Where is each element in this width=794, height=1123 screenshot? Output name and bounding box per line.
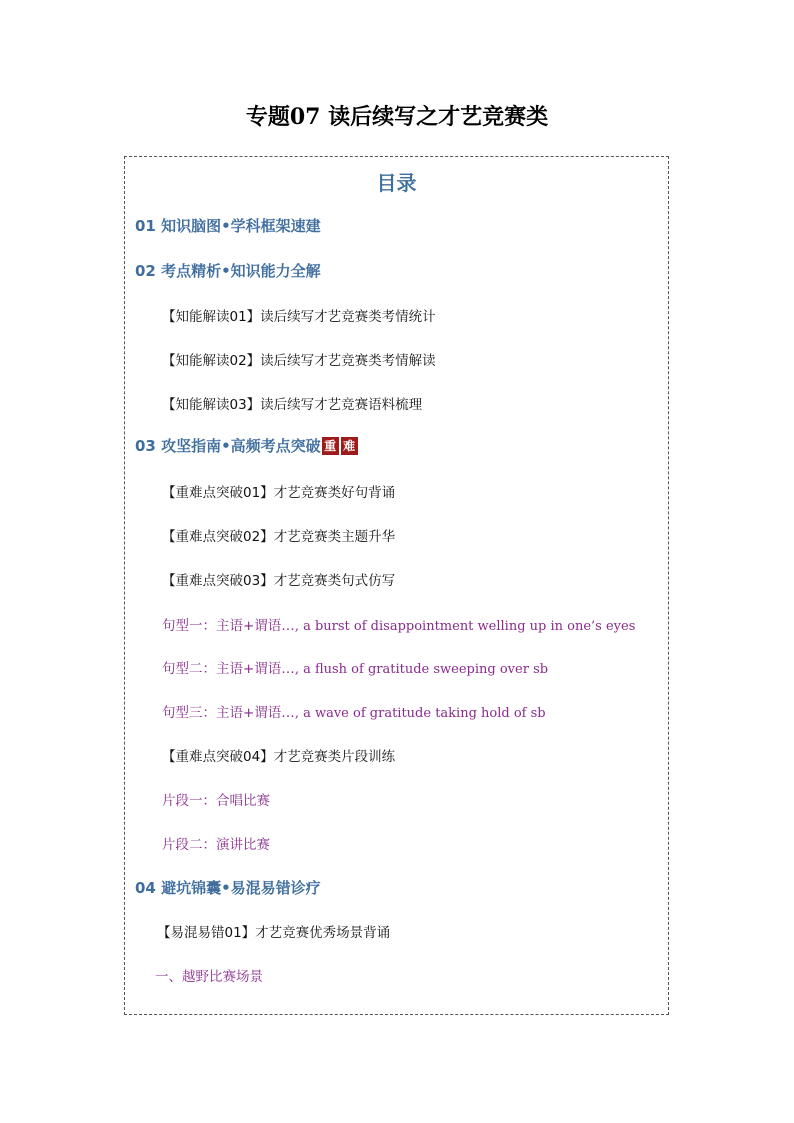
toc-heading: 目录 [376,171,417,195]
toc-item-knowledge-02[interactable]: 【知能解读02】读后续写才艺竞赛类考情解读 [162,353,436,369]
toc-category-1[interactable]: 一、越野比赛场景 [155,969,263,985]
toc-pattern-1[interactable] [162,614,635,634]
table-of-contents [124,156,669,1015]
pattern-2-text: , a flush of gratitude sweeping over sb [294,662,549,677]
toc-item-knowledge-01[interactable]: 【知能解读01】读后续写才艺竞赛类考情统计 [162,309,436,325]
toc-item-breakthrough-01[interactable]: 【重难点突破01】才艺竞赛类好句背诵 [162,485,396,501]
toc-pattern-3[interactable] [162,701,546,721]
toc-section-01[interactable]: 01 知识脑图•学科框架速建 [135,217,321,235]
badge-key: 重 [322,437,339,455]
toc-pattern-2[interactable] [162,657,548,677]
toc-item-breakthrough-02[interactable]: 【重难点突破02】才艺竞赛类主题升华 [162,529,396,545]
pattern-1-label: 句型一：主语+谓语… [162,618,295,634]
toc-item-error-01[interactable]: 【易混易错01】才艺竞赛优秀场景背诵 [157,925,391,941]
toc-fragment-2[interactable]: 片段二：演讲比赛 [162,837,270,853]
pattern-3-label: 句型三：主语+谓语… [162,705,295,721]
toc-section-02[interactable]: 02 考点精析•知识能力全解 [135,262,321,280]
pattern-2-label: 句型二：主语+谓语… [162,661,295,677]
toc-section-04[interactable]: 04 避坑锦囊•易混易错诊疗 [135,879,321,897]
badge-difficult: 难 [341,437,358,455]
pattern-3-text: , a wave of gratitude taking hold of sb [294,706,546,721]
pattern-1-text: , a burst of disappointment welling up in one’s eyes [294,619,636,634]
toc-section-03-label: 03 攻坚指南•高频考点突破 [135,437,321,455]
toc-section-03[interactable] [135,435,358,456]
document-title: 专题07 读后续写之才艺竞赛类 [245,104,549,130]
toc-item-breakthrough-04[interactable]: 【重难点突破04】才艺竞赛类片段训练 [162,749,396,765]
toc-item-knowledge-03[interactable]: 【知能解读03】读后续写才艺竞赛语料梳理 [162,397,423,413]
toc-item-breakthrough-03[interactable]: 【重难点突破03】才艺竞赛类句式仿写 [162,573,396,589]
toc-fragment-1[interactable]: 片段一：合唱比赛 [162,793,270,809]
